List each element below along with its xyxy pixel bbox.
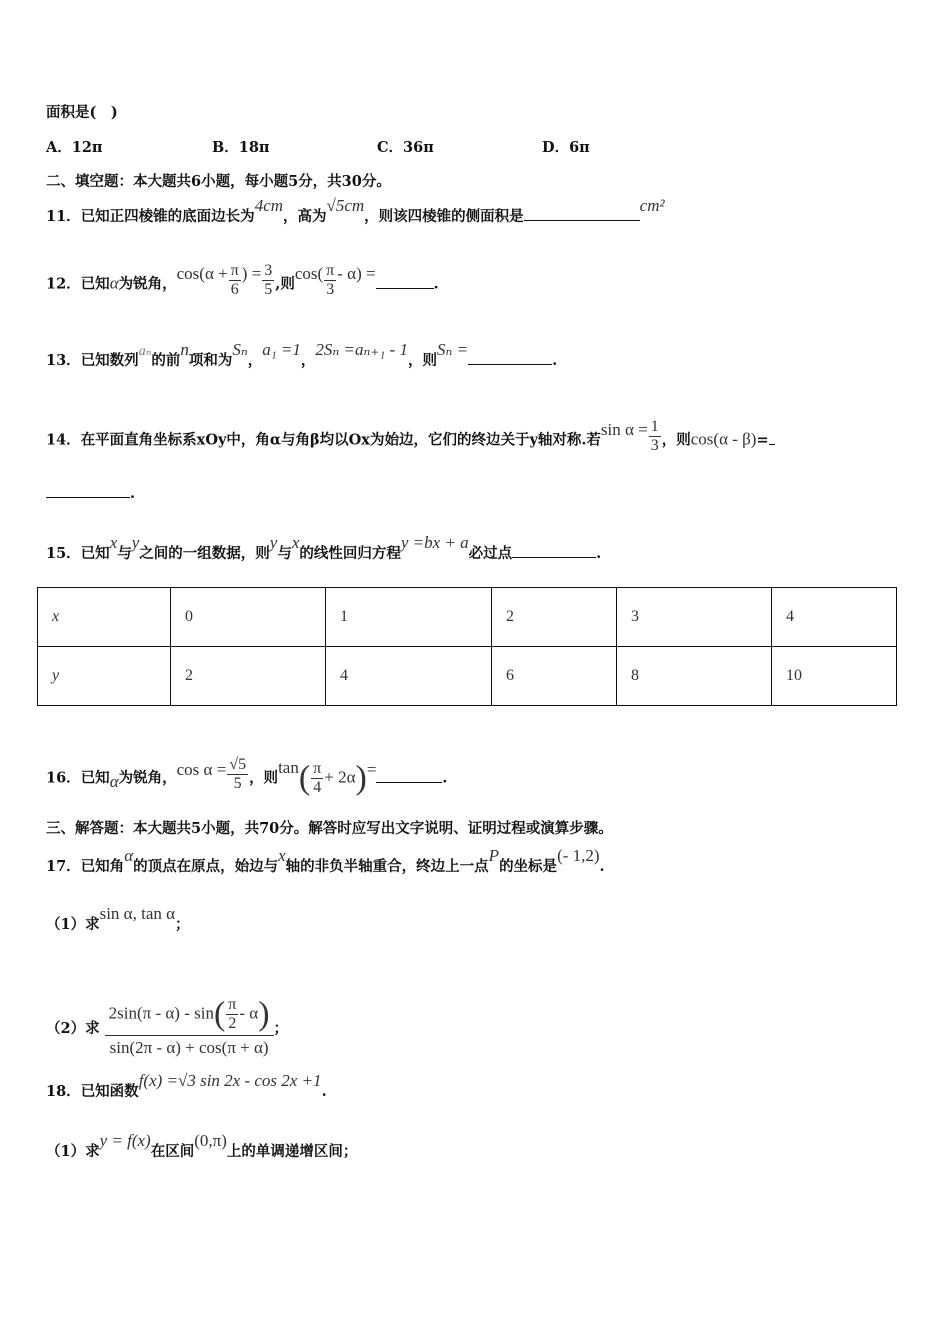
table-cell: 8 bbox=[617, 647, 772, 706]
table-header-y: y bbox=[38, 647, 171, 706]
table-row bbox=[38, 647, 897, 706]
table-cell: 4 bbox=[772, 588, 897, 647]
answer-blank bbox=[46, 497, 130, 498]
question-17-part2: （2）求 2sin(π - α) - sin( $\frac{\pi}{2}$ - α) sin(2π - α) + cos(π + α) ； bbox=[46, 995, 289, 1057]
section3-heading: 三、解答题：本大题共5小题，共70分。解答时应写出文字说明、证明过程或演算步骤。 bbox=[46, 820, 613, 837]
answer-blank bbox=[376, 288, 434, 289]
data-table bbox=[37, 587, 897, 706]
table-cell: 1 bbox=[326, 588, 492, 647]
section2-heading: 二、填空题：本大题共6小题，每小题5分，共30分。 bbox=[46, 173, 391, 190]
big-fraction: 2sin(π - α) - sin( $\frac{\pi}{2}$ - α) sin(2π - α) + cos(π + α) bbox=[105, 996, 274, 1058]
question-18-part1: （1）求y = f(x)在区间(0,π)上的单调递增区间； bbox=[46, 1131, 358, 1160]
question-14: 14．在平面直角坐标系xOy中，角α与角β均以Ox为始边，它们的终边关于y轴对称.若sin α = $\frac{1}{3}$ ，则cos(α - β)= bbox=[46, 422, 775, 459]
table-cell: 10 bbox=[772, 647, 897, 706]
question-18: 18．已知函数f(x) =√3 sin 2x - cos 2x +1. bbox=[46, 1071, 327, 1100]
question-11: 11．已知正四棱锥的底面边长为4cm，高为√5cm，则该四棱锥的侧面积是cm² bbox=[46, 196, 665, 225]
q10-tail: 面积是( ) bbox=[46, 104, 118, 121]
answer-blank bbox=[524, 220, 640, 221]
question-17: 17．已知角α的顶点在原点，始边与x轴的非负半轴重合，终边上一点P的坐标是(- 1,2). bbox=[46, 846, 605, 875]
table-cell: 2 bbox=[171, 647, 326, 706]
question-12: 12．已知α为锐角，cos(α + $\frac{\pi}{6}$ ) = $\frac{3}{5}$ ,则cos( $\frac{\pi}{3}$ - α) =. bbox=[46, 262, 439, 298]
q10-option-a: A．12π bbox=[46, 139, 103, 156]
table-cell: 4 bbox=[326, 647, 492, 706]
question-16: 16．已知α为锐角，cos α = $\frac{√5}{5}$ ，则tan( $\frac{\pi}{4}$ + 2α)= . bbox=[46, 756, 448, 797]
question-15: 15．已知x与y之间的一组数据，则y与x的线性回归方程y =bx + a必过点 . bbox=[46, 533, 602, 562]
question-13: 13．已知数列aₙ的前n项和为Sₙ，a₁ =1，2Sₙ =aₙ₊₁ - 1，则Sₙ =. bbox=[46, 340, 558, 369]
table-cell: 0 bbox=[171, 588, 326, 647]
question-14-continued: . bbox=[46, 484, 135, 504]
q10-option-c: C．36π bbox=[377, 139, 434, 156]
answer-blank bbox=[512, 557, 596, 558]
table-cell: 2 bbox=[492, 588, 617, 647]
q10-option-d: D．6π bbox=[542, 139, 590, 156]
question-17-part1: （1）求sin α, tan α； bbox=[46, 904, 190, 933]
answer-blank bbox=[376, 782, 442, 783]
q10-option-b: B．18π bbox=[212, 139, 270, 156]
table-cell: 6 bbox=[492, 647, 617, 706]
table-header-x: x bbox=[38, 588, 171, 647]
table-row bbox=[38, 588, 897, 647]
table-cell: 3 bbox=[617, 588, 772, 647]
answer-blank bbox=[468, 364, 552, 365]
